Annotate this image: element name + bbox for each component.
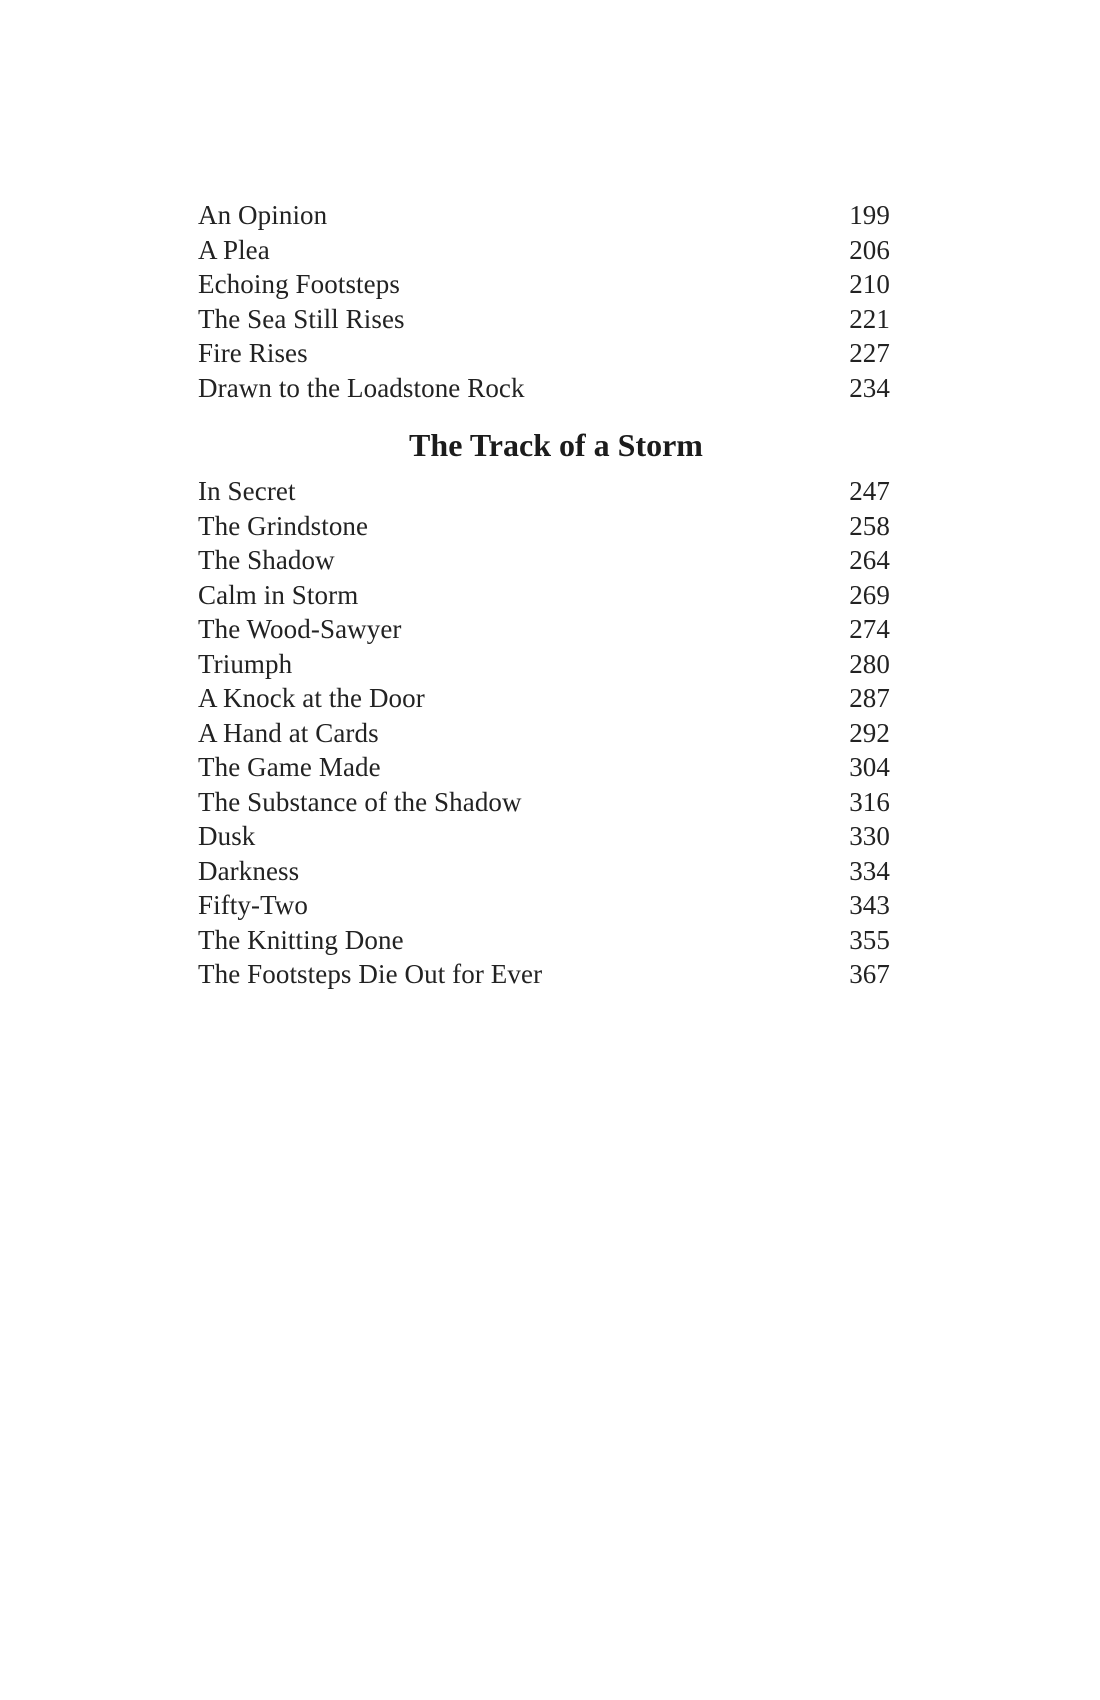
toc-entry <box>198 612 890 647</box>
toc-entry-title: Fire Rises <box>198 338 308 368</box>
toc-entry-page: 343 <box>849 890 890 920</box>
toc-entry-page: 287 <box>849 683 890 713</box>
toc-entry-page: 292 <box>849 717 890 748</box>
toc-entry <box>198 578 890 613</box>
toc-entry-title: The Substance of the Shadow <box>198 786 522 817</box>
toc-entry <box>198 371 890 406</box>
toc-entry-title: The Footsteps Die Out for Ever <box>198 959 543 989</box>
toc-entry <box>198 785 890 820</box>
toc-entry <box>198 716 890 751</box>
toc-entry <box>198 233 890 268</box>
toc-entry <box>198 681 890 716</box>
toc-entry-page: 227 <box>849 338 890 368</box>
toc-entry-page: 274 <box>849 614 890 644</box>
toc-entry-title: In Secret <box>198 476 296 506</box>
toc-entry <box>198 647 890 682</box>
toc-entry <box>198 336 890 371</box>
toc-entry-title: An Opinion <box>198 200 328 230</box>
table-of-contents <box>198 198 890 992</box>
toc-entry-title: Darkness <box>198 855 300 886</box>
toc-entry-title: A Knock at the Door <box>198 683 425 713</box>
toc-entry-title: The Game Made <box>198 752 381 782</box>
toc-entry-page: 330 <box>849 821 890 851</box>
toc-entry-title: Fifty-Two <box>198 890 309 920</box>
toc-entry-page: 199 <box>849 200 890 230</box>
toc-entry <box>198 819 890 854</box>
toc-entry <box>198 302 890 337</box>
toc-entry-page: 367 <box>849 959 890 989</box>
toc-entry-title: Dusk <box>198 821 256 851</box>
toc-entry <box>198 888 890 923</box>
toc-entry-title: Drawn to the Loadstone Rock <box>198 372 525 403</box>
toc-entry-page: 316 <box>849 786 890 817</box>
toc-entry-title: A Plea <box>198 234 270 265</box>
toc-entry <box>198 509 890 544</box>
toc-entry-page: 304 <box>849 752 890 782</box>
toc-entry-page: 210 <box>849 269 890 299</box>
toc-entry-page: 258 <box>849 510 890 541</box>
toc-entry-page: 355 <box>849 924 890 955</box>
toc-entry-page: 221 <box>849 303 890 334</box>
section-heading: The Track of a Storm <box>409 427 703 463</box>
toc-entry <box>198 543 890 578</box>
toc-entry <box>198 750 890 785</box>
toc-group-2 <box>198 474 890 992</box>
toc-entry-page: 206 <box>849 234 890 265</box>
toc-entry-page: 247 <box>849 476 890 506</box>
toc-entry <box>198 474 890 509</box>
toc-entry-page: 334 <box>849 855 890 886</box>
toc-entry <box>198 267 890 302</box>
toc-entry <box>198 854 890 889</box>
toc-entry-title: The Wood-Sawyer <box>198 614 402 644</box>
toc-entry-title: Echoing Footsteps <box>198 269 400 299</box>
toc-entry-title: The Sea Still Rises <box>198 303 405 334</box>
toc-entry-title: The Shadow <box>198 545 335 575</box>
toc-entry-title: Calm in Storm <box>198 579 359 610</box>
toc-entry <box>198 957 890 992</box>
toc-entry-title: A Hand at Cards <box>198 717 379 748</box>
toc-entry-page: 264 <box>849 545 890 575</box>
toc-entry-title: Triumph <box>198 648 293 679</box>
toc-group-1 <box>198 198 890 405</box>
toc-entry-page: 234 <box>849 372 890 403</box>
toc-entry-title: The Grindstone <box>198 510 369 541</box>
toc-entry <box>198 198 890 233</box>
toc-entry-page: 269 <box>849 579 890 610</box>
toc-entry-title: The Knitting Done <box>198 924 404 955</box>
toc-entry-page: 280 <box>849 648 890 679</box>
toc-entry <box>198 923 890 958</box>
